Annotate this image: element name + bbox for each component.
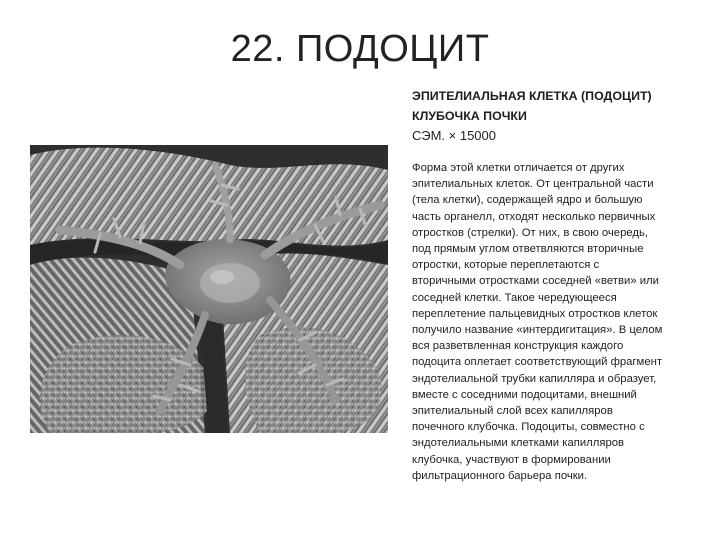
description-line: клубочка, участвуют в формировании [412,453,611,466]
slide-title: 22. ПОДОЦИТ [230,28,490,70]
description-line: вместе с соседними подоцитами, внешний [412,388,637,401]
description-line: отростков (стрелки). От них, в свою очередь, [412,226,649,239]
description-line: под прямым углом ответвляются вторичные [412,243,644,256]
description-line: получило название «интердигитация». В целом [412,324,663,337]
description-line: соседней клетки. Такое чередующееся [412,291,617,304]
sem-micrograph-podocyte [30,145,388,433]
description-line: фильтрационного барьера почки. [412,469,588,482]
description-text [412,160,712,484]
description-line: отростки, которые переплетаются с [412,259,600,272]
description-line: почечного клубочка. Подоциты, совместно с [412,421,645,434]
heading-line-1: ЭПИТЕЛИАЛЬНАЯ КЛЕТКА (ПОДОЦИТ) [412,89,652,103]
description-line: Форма этой клетки отличается от других [412,162,625,174]
description-line: (тела клетки), содержащей ядро и большую [412,194,643,207]
description-line: эндотелиальными клетками капилляров [412,437,625,450]
micrograph-image [30,145,388,433]
heading-line-2: КЛУБОЧКА ПОЧКИ [412,109,527,123]
magnification-label: СЭМ. × 15000 [412,128,496,143]
description-line: эпителиальных клеток. От центральной части [412,178,654,191]
description-line: подоцита оплетает соответствующий фрагмент [412,356,663,369]
description-line: вторичными отростками соседней «ветви» или [412,275,659,288]
description-line: переплетение пальцевидных отростков клеток [412,307,658,320]
description-line: эндотелиальной трубки капилляра и образует, [412,372,657,385]
description-line: вся разветвленная конструкция каждого [412,340,624,353]
figure-heading [412,86,702,146]
description-line: эпителиальный слой всех капилляров [412,405,613,418]
description-line: часть органелл, отходят несколько первичных [412,210,656,223]
